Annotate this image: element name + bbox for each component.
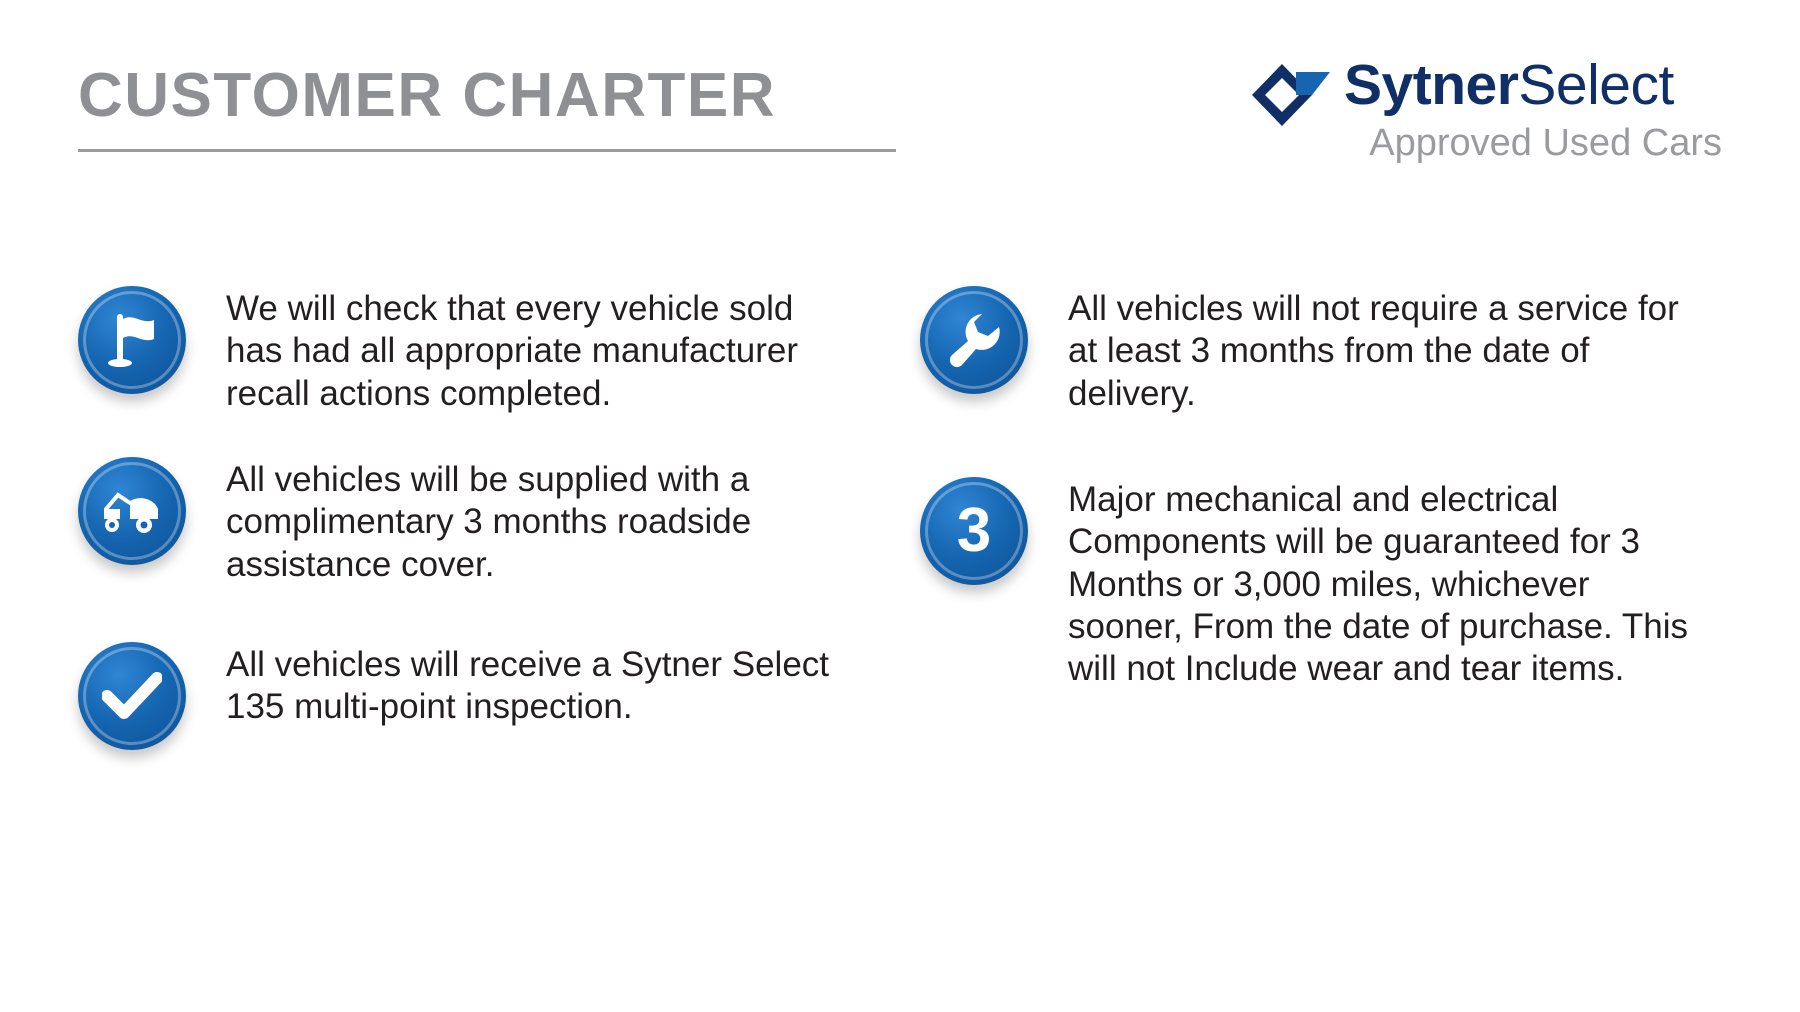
wrench-icon <box>920 286 1028 394</box>
icon-container <box>920 477 1032 589</box>
charter-item-text: We will check that every vehicle sold has had all appropriate manufacturer recall actions completed. <box>226 289 799 413</box>
logo-tagline: Approved Used Cars <box>1369 122 1722 164</box>
charter-item <box>920 286 1720 415</box>
charter-item-text: Major mechanical and electrical Components will be guaranteed for 3 Months or 3,000 miles, whichever sooner, From the date of purchase. This will not Include wear and tear items. <box>1068 480 1688 689</box>
logo-brand-primary: Sytner <box>1344 53 1519 117</box>
charter-item-text: All vehicles will not require a service for at least 3 months from the date of delivery. <box>1068 289 1679 413</box>
badge-numeral: 3 <box>956 496 992 566</box>
charter-item <box>78 642 868 754</box>
charter-item <box>78 457 868 586</box>
icon-container <box>78 286 190 398</box>
page-title: CUSTOMER CHARTER <box>78 61 776 130</box>
header <box>0 44 1800 184</box>
charter-item-text: All vehicles will be supplied with a complimentary 3 months roadside assistance cover. <box>226 460 752 584</box>
charter-column-right <box>920 286 1720 691</box>
icon-container <box>78 457 190 569</box>
charter-column-left <box>78 286 868 754</box>
logo-wordmark <box>1344 52 1674 118</box>
title-divider <box>78 149 896 152</box>
logo-brand-secondary: Select <box>1518 53 1674 117</box>
icon-container <box>78 642 190 754</box>
charter-item <box>78 286 868 415</box>
charter-item <box>920 477 1720 691</box>
check-mark-icon <box>78 642 186 750</box>
number-3-icon <box>920 477 1028 585</box>
sytner-select-logo <box>1252 44 1722 184</box>
charter-item-text: All vehicles will receive a Sytner Select 135 multi-point inspection. <box>226 645 830 727</box>
icon-container <box>920 286 1032 398</box>
tow-truck-icon <box>78 457 186 565</box>
sytner-diamond-icon <box>1252 64 1334 126</box>
flag-icon <box>78 286 186 394</box>
